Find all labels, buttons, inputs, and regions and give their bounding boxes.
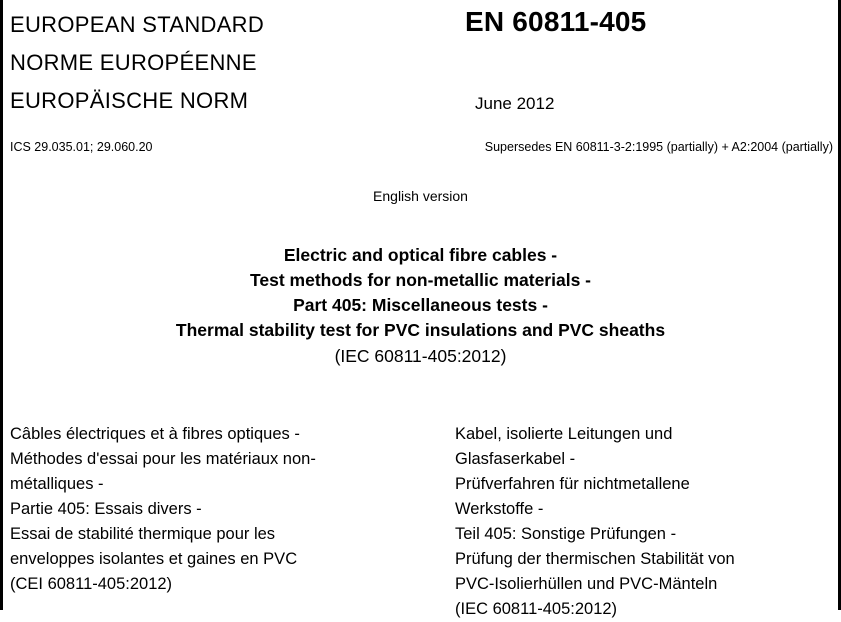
german-line: (IEC 60811-405:2012) — [455, 600, 618, 618]
german-line: Glasfaserkabel - — [455, 450, 576, 468]
french-line: Essai de stabilité thermique pour les — [10, 525, 276, 543]
title-reference: (IEC 60811-405:2012) — [334, 346, 507, 366]
french-line: Méthodes d'essai pour les matériaux non- — [10, 450, 316, 468]
french-line: Partie 405: Essais divers - — [10, 500, 202, 518]
german-line: Prüfung der thermischen Stabilität von — [455, 550, 735, 568]
german-line: Teil 405: Sonstige Prüfungen - — [455, 525, 677, 543]
french-line: (CEI 60811-405:2012) — [10, 575, 173, 593]
german-line: Kabel, isolierte Leitungen und — [455, 425, 673, 443]
french-line: Câbles électriques et à fibres optiques - — [10, 425, 300, 443]
title-line-4: Thermal stability test for PVC insulations and PVC sheaths — [175, 320, 666, 340]
standard-title-en: EUROPEAN STANDARD — [10, 12, 265, 37]
document-date: June 2012 — [475, 94, 555, 113]
french-line: enveloppes isolantes et gaines en PVC — [10, 550, 298, 568]
title-line-3: Part 405: Miscellaneous tests - — [293, 295, 548, 315]
german-line: Werkstoffe - — [455, 500, 544, 518]
english-version-label: English version — [373, 188, 468, 204]
german-title-column — [455, 422, 835, 622]
standard-title-group — [10, 6, 430, 120]
german-line: PVC-Isolierhüllen und PVC-Mänteln — [455, 575, 718, 593]
title-line-2: Test methods for non-metallic materials - — [250, 270, 591, 290]
german-line: Prüfverfahren für nichtmetallene — [455, 475, 690, 493]
ics-codes: ICS 29.035.01; 29.060.20 — [10, 140, 153, 154]
french-line: métalliques - — [10, 475, 104, 493]
standard-title-de: EUROPÄISCHE NORM — [10, 88, 249, 113]
document-title-block — [0, 243, 841, 370]
standard-title-fr: NORME EUROPÉENNE — [10, 50, 257, 75]
french-title-column — [10, 422, 400, 597]
document-number: EN 60811-405 — [465, 6, 647, 37]
supersedes-note: Supersedes EN 60811-3-2:1995 (partially) + A2:2004 (partially) — [484, 140, 833, 154]
title-line-1: Electric and optical fibre cables - — [283, 245, 558, 265]
